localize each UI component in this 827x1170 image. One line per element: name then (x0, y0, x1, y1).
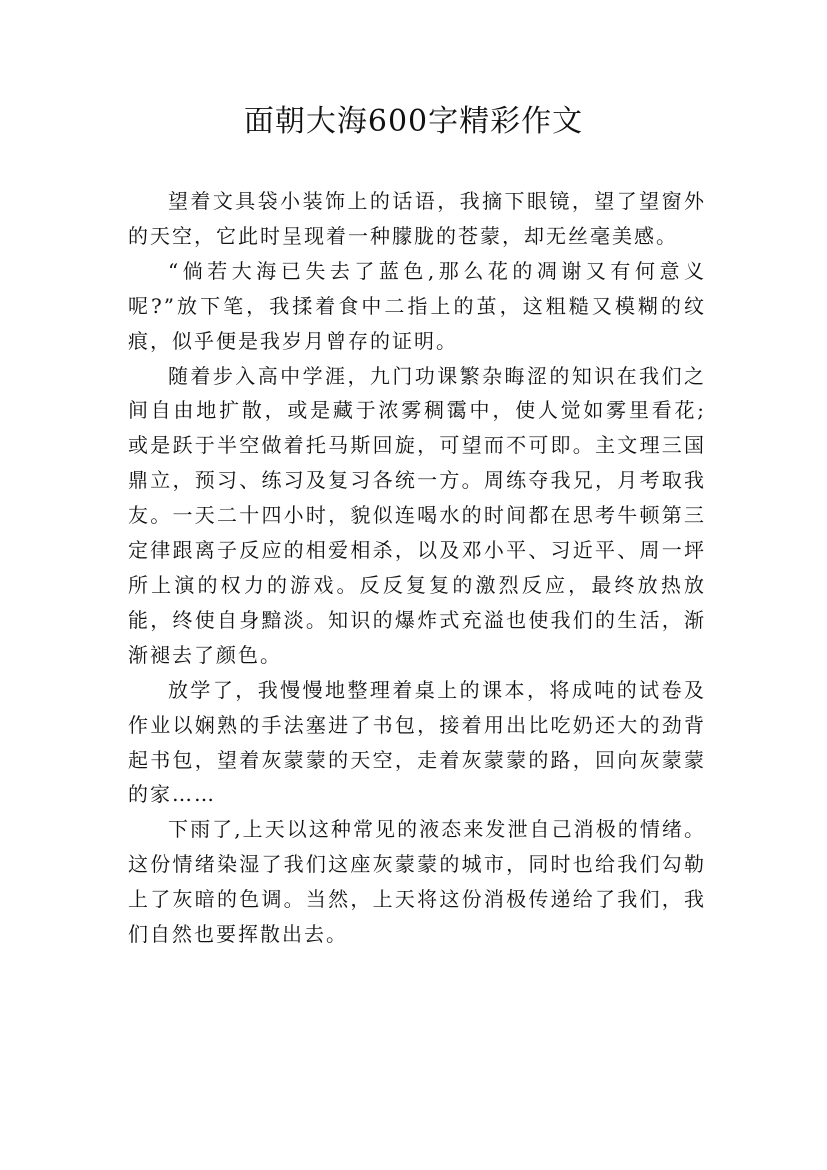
document-body (128, 184, 706, 952)
paragraph-1: 望着文具袋小装饰上的话语，我摘下眼镜，望了望窗外的天空，它此时呈现着一种朦胧的苍蒙，却无丝毫美感。 (128, 189, 706, 248)
document-title: 面朝大海600字精彩作文 (243, 104, 584, 139)
paragraph-2: “倘若大海已失去了蓝色,那么花的凋谢又有何意义呢?”放下笔，我揉着食中二指上的茧，这粗糙又模糊的纹痕，似乎便是我岁月曾存的证明。 (128, 258, 706, 353)
paragraph-3: 随着步入高中学涯，九门功课繁杂晦涩的知识在我们之间自由地扩散，或是藏于浓雾稠霭中，使人觉如雾里看花;或是跃于半空做着托马斯回旋，可望而不可即。主文理三国鼎立，预习、练习及复习各统一方。周练夺我兄，月考取我友。一天二十四小时，貌似连喝水的时间都在思考牛顿第三定律跟离子反应的相爱相杀，以及邓小平、习近平、周一坪所上演的权力的游戏。反反复复的激烈反应，最终放热放能，终使自身黯淡。知识的爆炸式充溢也使我们的生活，渐渐褪去了颜色。 (128, 363, 706, 667)
paragraph-5: 下雨了,上天以这种常见的液态来发泄自己消极的情绪。这份情绪染湿了我们这座灰蒙蒙的城市，同时也给我们勾勒上了灰暗的色调。当然，上天将这份消极传递给了我们，我们自然也要挥散出去。 (128, 817, 706, 947)
paragraph-4: 放学了，我慢慢地整理着桌上的课本，将成吨的试卷及作业以娴熟的手法塞进了书包，接着用出比吃奶还大的劲背起书包，望着灰蒙蒙的天空，走着灰蒙蒙的路，回向灰蒙蒙的家…… (128, 677, 706, 807)
